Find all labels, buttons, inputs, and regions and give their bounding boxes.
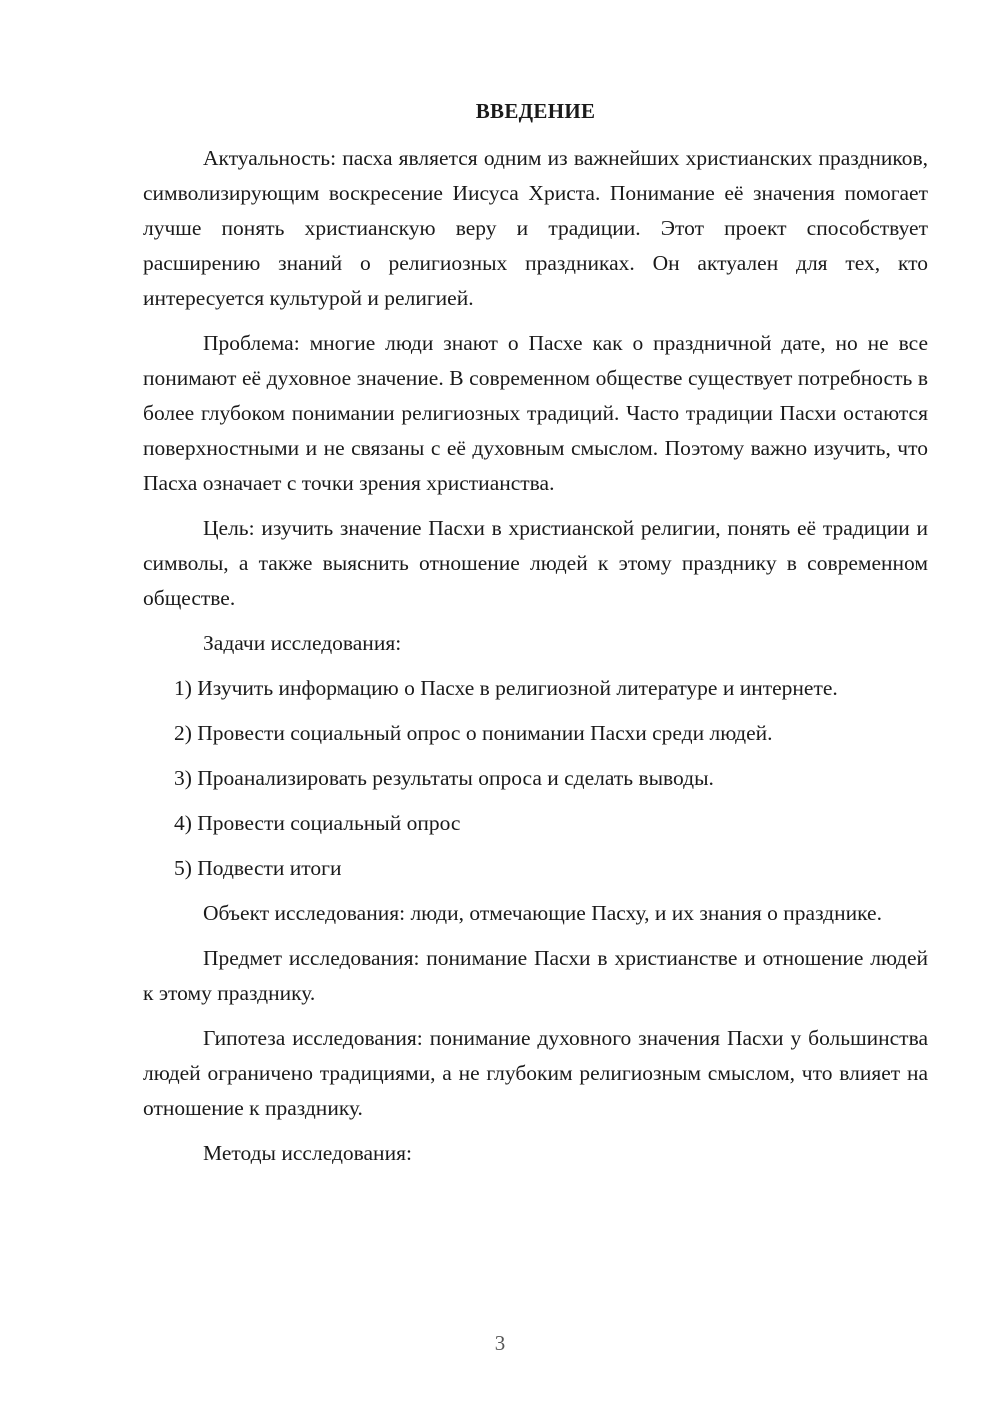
page-number: 3: [494, 1331, 506, 1355]
problem-paragraph: Проблема: многие люди знают о Пасхе как о праздничной дате, но не все понимают её духовное значение. В современном обществе существует потребность в более глубоком понимании религиозных традиций. Часто традиции Пасхи остаются поверхностными и не связаны с её духовным смыслом. Поэтому важно изучить, что Пасха означает с точки зрения христианства.: [143, 331, 928, 495]
tasks-heading: Задачи исследования:: [203, 631, 402, 655]
relevance-paragraph: Актуальность: пасха является одним из важнейших христианских праздников, символизирующим воскресение Иисуса Христа. Понимание её значения помогает лучше понять христианскую веру и традиции. Этот проект способствует расширению знаний о религиозных праздниках. Он актуален для тех, кто интересуется культурой и религией.: [143, 146, 928, 310]
subject-paragraph: Предмет исследования: понимание Пасхи в христианстве и отношение людей к этому празднику.: [143, 946, 928, 1005]
task-item-1: 1) Изучить информацию о Пасхе в религиозной литературе и интернете.: [174, 676, 838, 700]
object-paragraph: Объект исследования: люди, отмечающие Пасху, и их знания о празднике.: [203, 901, 882, 925]
methods-heading: Методы исследования:: [203, 1141, 412, 1165]
hypothesis-paragraph: Гипотеза исследования: понимание духовного значения Пасхи у большинства людей ограничено традициями, а не глубоким религиозным смыслом, что влияет на отношение к празднику.: [143, 1026, 928, 1120]
task-item-2: 2) Провести социальный опрос о понимании Пасхи среди людей.: [174, 721, 773, 745]
document-body: [143, 141, 928, 1181]
goal-paragraph: Цель: изучить значение Пасхи в христианской религии, понять её традиции и символы, а также выяснить отношение людей к этому празднику в современном обществе.: [143, 516, 928, 610]
section-title: ВВЕДЕНИЕ: [475, 99, 596, 123]
task-item-5: 5) Подвести итоги: [174, 856, 342, 880]
task-item-4: 4) Провести социальный опрос: [174, 811, 461, 835]
task-item-3: 3) Проанализировать результаты опроса и сделать выводы.: [174, 766, 714, 790]
